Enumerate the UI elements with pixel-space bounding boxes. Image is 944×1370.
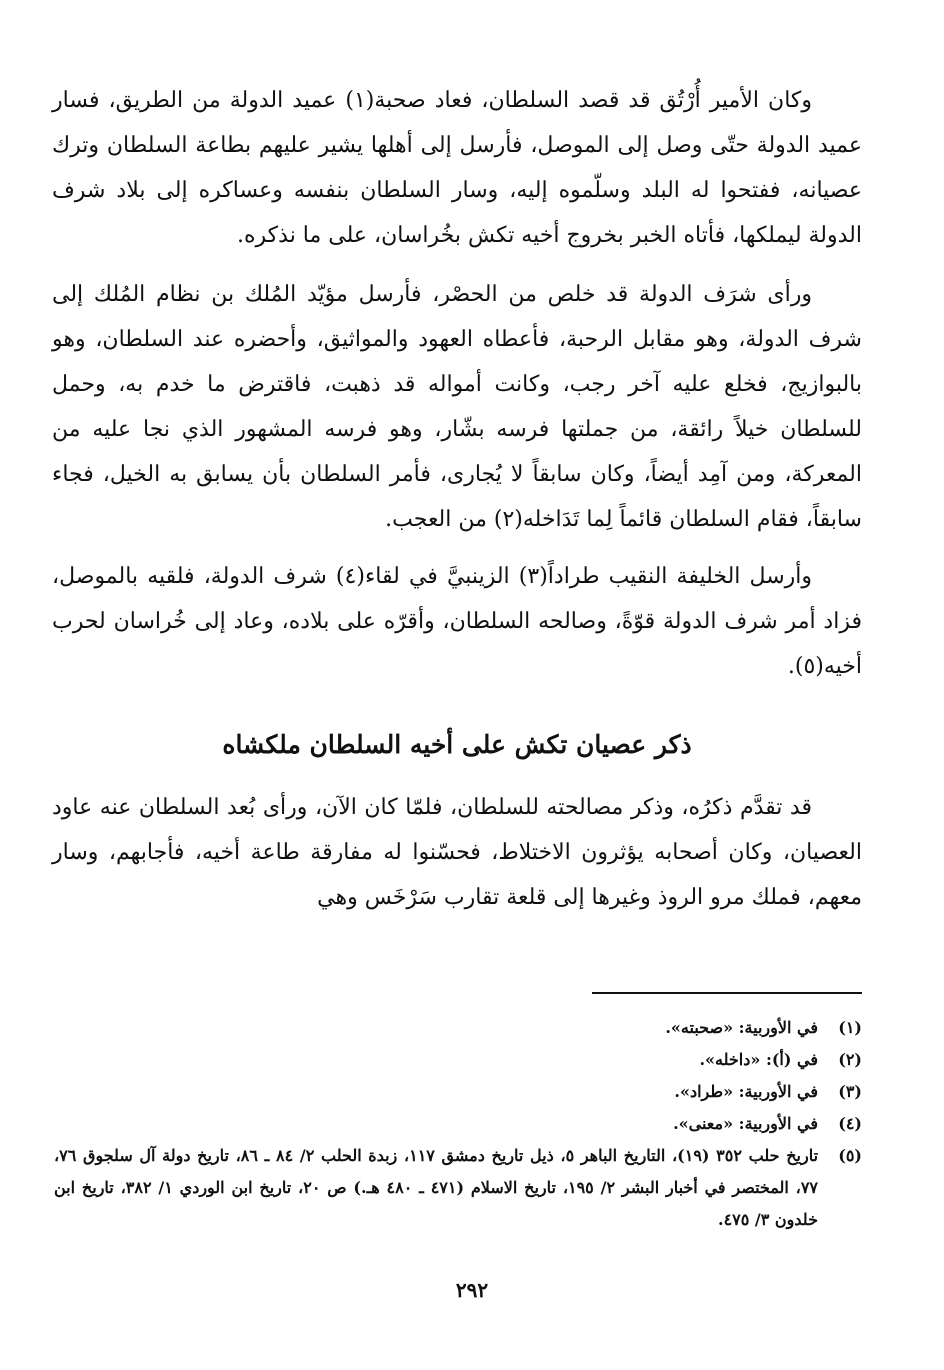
section-heading: ذكر عصيان تكش على أخيه السلطان ملكشاه bbox=[222, 730, 692, 759]
footnote-number: (٤) bbox=[838, 1114, 862, 1133]
footnote-number: (٥) bbox=[838, 1146, 862, 1165]
paragraph-2: ورأى شرَف الدولة قد خلص من الحصْر، فأرسل مؤيّد المُلك بن نظام المُلك إلى شرف الدولة، وهو مقابل الرحبة، فأعطاه العهود والمواثيق، وأحضره عند السلطان، وهو بالبوازيج، فخلع عليه آخر رجب، وكانت أمواله قد ذهبت، فاقترض ما خدم به، وحمل للسلطان خيلاً رائقة، من جملتها فرسه بشّار، وهو فرسه المشهور الذي نجا عليه من المعركة، ومن آمِد أيضاً، وكان سابقاً لا يُجارى، فأمر السلطان بأن يسابق به الخيل، فجاء سابقاً، فقام السلطان قائماً لِما تَدَاخله(٢) من العجب. bbox=[52, 282, 862, 532]
footnote-number: (١) bbox=[838, 1018, 862, 1037]
footnotes bbox=[54, 1012, 862, 1236]
footnote-number: (٢) bbox=[838, 1050, 862, 1069]
footnote-3 bbox=[54, 1076, 862, 1108]
footnote-number: (٣) bbox=[838, 1082, 862, 1101]
footnote-text: في الأوربية: «صحبته». bbox=[665, 1018, 818, 1037]
footnote-text: في الأوربية: «معنى». bbox=[673, 1114, 818, 1133]
footnote-1 bbox=[54, 1012, 862, 1044]
footnote-2 bbox=[54, 1044, 862, 1076]
footnote-divider bbox=[592, 992, 862, 994]
footnote-text: في الأوربية: «طراد». bbox=[674, 1082, 818, 1101]
footnote-5 bbox=[54, 1140, 862, 1236]
main-text bbox=[52, 78, 862, 920]
footnote-text: تاريخ حلب ٣٥٢ (١٩)، التاريخ الباهر ٥، ذيل تاريخ دمشق ١١٧، زبدة الحلب ٢/ ٨٤ ـ ٨٦، تاريخ دولة آل سلجوق ٧٦، ٧٧، المختصر في أخبار البشر ٢/ ١٩٥، تاريخ الاسلام (٤٧١ ـ ٤٨٠ هـ.) ص ٢٠، تاريخ ابن الوردي ١/ ٣٨٢، تاريخ ابن خلدون ٣/ ٤٧٥. bbox=[54, 1146, 819, 1229]
paragraph-1: وكان الأمير أُرْتُق قد قصد السلطان، فعاد صحبة(١) عميد الدولة من الطريق، فسار عميد الدولة حتّى وصل إلى الموصل، فأرسل إلى أهلها يشير عليهم بطاعة السلطان وترك عصيانه، ففتحوا له البلد وسلّموه إليه، وسار السلطان بنفسه وعساكره إلى بلاد شرف الدولة ليملكها، فأتاه الخبر بخروج أخيه تكش بخُراسان، على ما نذكره. bbox=[52, 88, 862, 248]
paragraph-4: قد تقدَّم ذكرُه، وذكر مصالحته للسلطان، فلمّا كان الآن، ورأى بُعد السلطان عنه عاود العصيان، وكان أصحابه يؤثرون الاختلاط، فحسّنوا له مفارقة طاعة أخيه، فأجابهم، وسار معهم، فملك مرو الروذ وغيرها إلى قلعة تقارب سَرْخَس وهي bbox=[52, 795, 862, 910]
paragraph-3: وأرسل الخليفة النقيب طراداً(٣) الزينبيَّ في لقاء(٤) شرف الدولة، فلقيه بالموصل، فزاد أمر شرف الدولة قوّةً، وصالحه السلطان، وأقرّه على بلاده، وعاد إلى خُراسان لحرب أخيه(٥). bbox=[52, 564, 862, 679]
page-number: ٢٩٢ bbox=[455, 1278, 489, 1302]
footnote-text: في (أ): «داخله». bbox=[699, 1050, 818, 1069]
footnote-4 bbox=[54, 1108, 862, 1140]
